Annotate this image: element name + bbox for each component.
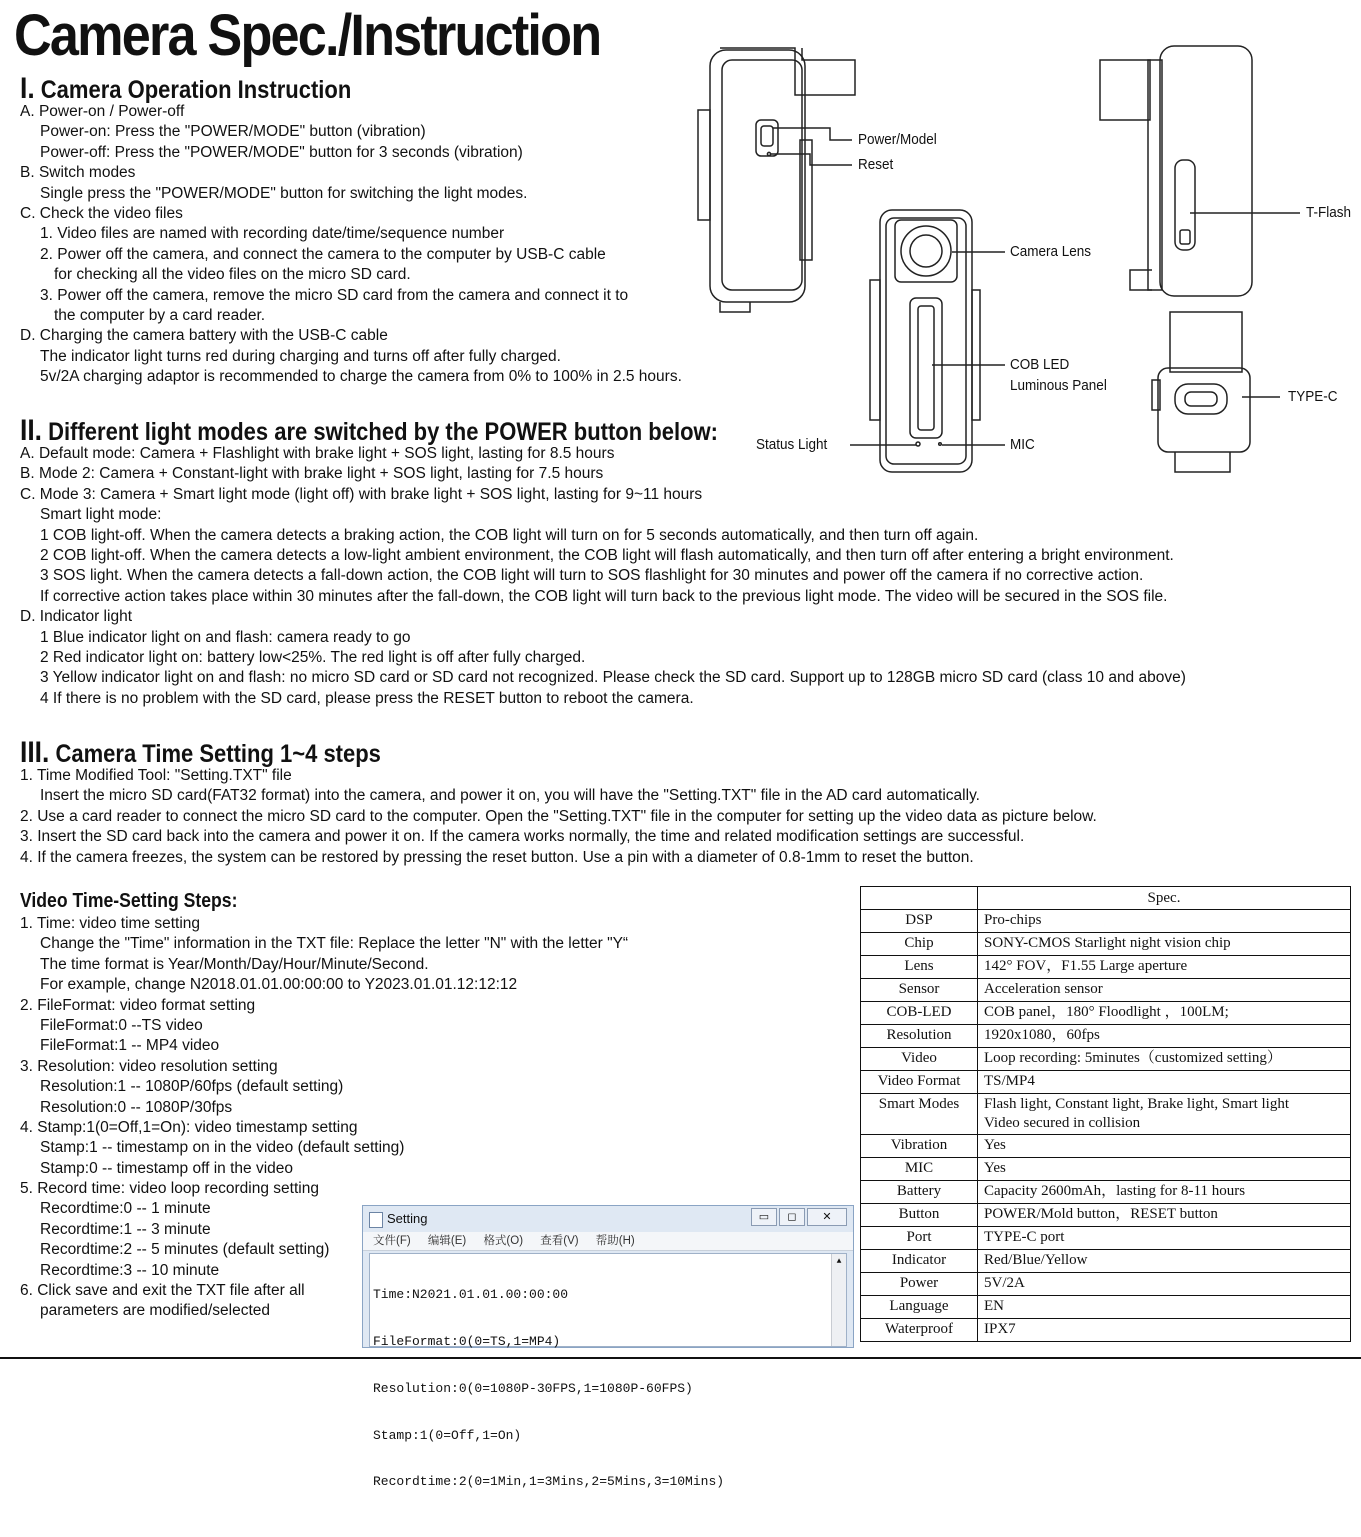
- spec-key: Vibration: [861, 1135, 978, 1158]
- text-line: Recordtime:3 -- 10 minute: [40, 1261, 220, 1279]
- section-1-number: I.: [20, 72, 35, 105]
- text-line: FileFormat:1 -- MP4 video: [40, 1037, 220, 1055]
- section-3-heading: [20, 736, 381, 770]
- text-line: FileFormat:0 --TS video: [40, 1016, 203, 1034]
- text-line: 2. Use a card reader to connect the micro SD card to the computer. Open the "Setting.TXT" file in the computer for setting up the video data as picture below.: [20, 807, 1097, 825]
- table-row: [861, 979, 1351, 1002]
- spec-value: Pro-chips: [978, 910, 1351, 933]
- maximize-button[interactable]: ◻: [779, 1208, 805, 1226]
- spec-key: Language: [861, 1296, 978, 1319]
- callout-luminous-panel: Luminous Panel: [1010, 377, 1107, 394]
- spec-value: TS/MP4: [978, 1071, 1351, 1094]
- spec-value: Yes: [978, 1135, 1351, 1158]
- camera-front-view: [870, 210, 980, 472]
- table-row: [861, 1025, 1351, 1048]
- camera-bottom-view: [1152, 312, 1250, 472]
- spec-key: Lens: [861, 956, 978, 979]
- section-1-heading: [20, 72, 351, 106]
- menu-edit[interactable]: 编辑(E): [427, 1235, 467, 1247]
- text-line: A. Default mode: Camera + Flashlight with brake light + SOS light, lasting for 8.5 hours: [20, 445, 615, 462]
- text-line: Stamp:0 -- timestamp off in the video: [40, 1159, 293, 1177]
- notepad-window: [362, 1205, 854, 1490]
- text-line: Recordtime:2 -- 5 minutes (default setting): [40, 1241, 330, 1259]
- spec-value: IPX7: [978, 1319, 1351, 1342]
- text-line: 1 Blue indicator light on and flash: camera ready to go: [40, 628, 411, 646]
- minimize-button[interactable]: ▭: [751, 1208, 777, 1226]
- section-2-title: Different light modes are switched by the POWER button below:: [48, 418, 718, 446]
- menu-bar: [363, 1232, 853, 1251]
- table-row: [861, 1227, 1351, 1250]
- section-2-number: II.: [20, 414, 43, 447]
- section-3-number: III.: [20, 736, 50, 769]
- text-line: Change the "Time" information in the TXT file: Replace the letter "N" with the letter "Y“: [40, 935, 629, 953]
- spec-key: Battery: [861, 1181, 978, 1204]
- bottom-divider: [0, 1357, 1361, 1359]
- section-1-title: Camera Operation Instruction: [40, 76, 352, 104]
- spec-key: Chip: [861, 933, 978, 956]
- menu-help[interactable]: 帮助(H): [595, 1235, 635, 1247]
- callout-typec: TYPE-C: [1288, 388, 1338, 405]
- window-title: Setting: [387, 1211, 428, 1226]
- text-line: 3. Power off the camera, remove the micro SD card from the camera and connect it to: [40, 286, 629, 304]
- table-row: [861, 1048, 1351, 1071]
- vertical-scrollbar[interactable]: ▲: [831, 1254, 846, 1346]
- text-line: 5. Record time: video loop recording setting: [20, 1180, 319, 1198]
- section-2-heading: [20, 414, 718, 448]
- spec-value: Loop recording: 5minutes（customized setting）: [978, 1048, 1351, 1071]
- spec-key: Smart Modes: [861, 1094, 978, 1135]
- table-row: [861, 1204, 1351, 1227]
- camera-side-view: [698, 48, 855, 312]
- text-line: 1. Video files are named with recording date/time/sequence number: [40, 225, 505, 243]
- table-row: [861, 1319, 1351, 1342]
- text-line: 6. Click save and exit the TXT file after all: [20, 1282, 305, 1300]
- spec-value: Red/Blue/Yellow: [978, 1250, 1351, 1273]
- text-area[interactable]: [369, 1253, 847, 1490]
- text-line: 2 COB light-off. When the camera detects a low-light ambient environment, the COB light will flash automatically, and then turn off after entering a bright environment.: [40, 546, 1174, 564]
- table-row: [861, 1273, 1351, 1296]
- text-line: 3. Insert the SD card back into the camera and power it on. If the camera works normally, the time and related modification settings are successful.: [20, 828, 1025, 846]
- text-line: Resolution:0 -- 1080P/30fps: [40, 1098, 233, 1116]
- table-row: [861, 1158, 1351, 1181]
- spec-value: EN: [978, 1296, 1351, 1319]
- menu-format[interactable]: 格式(O): [483, 1235, 524, 1247]
- window-titlebar: [363, 1206, 853, 1232]
- steps-heading: Video Time-Setting Steps:: [20, 890, 238, 912]
- text-line: 3 SOS light. When the camera detects a fall-down action, the COB light will turn to SOS flashlight for 30 minutes and power off the camera if no corrective action.: [40, 567, 1144, 585]
- spec-table: [860, 886, 1351, 1342]
- table-row: [861, 1250, 1351, 1273]
- section-3-body: [20, 766, 1097, 868]
- text-line: parameters are modified/selected: [40, 1302, 271, 1320]
- section-1-body: [20, 102, 682, 387]
- spec-key: Power: [861, 1273, 978, 1296]
- table-row: [861, 1181, 1351, 1204]
- table-row: [861, 910, 1351, 933]
- spec-value: Capacity 2600mAh，lasting for 8-11 hours: [978, 1181, 1351, 1204]
- text-line: 1. Time Modified Tool: "Setting.TXT" file: [20, 767, 292, 784]
- spec-value: Yes: [978, 1158, 1351, 1181]
- spec-value: POWER/Mold button，RESET button: [978, 1204, 1351, 1227]
- spec-key: Resolution: [861, 1025, 978, 1048]
- spec-key: Button: [861, 1204, 978, 1227]
- spec-value: COB panel，180° Floodlight ，100LM;: [978, 1002, 1351, 1025]
- spec-key: Port: [861, 1227, 978, 1250]
- text-line: B. Mode 2: Camera + Constant-light with brake light + SOS light, lasting for 7.5 hours: [20, 465, 604, 483]
- table-row: [861, 1002, 1351, 1025]
- text-line: Power-off: Press the "POWER/MODE" button for 3 seconds (vibration): [40, 143, 523, 161]
- spec-value-line: Flash light, Constant light, Brake light, Smart light: [984, 1096, 1289, 1112]
- spec-value: [978, 1094, 1351, 1135]
- spec-value: 142° FOV，F1.55 Large aperture: [978, 956, 1351, 979]
- spec-value: TYPE-C port: [978, 1227, 1351, 1250]
- text-line: A. Power-on / Power-off: [20, 103, 185, 120]
- text-line: For example, change N2018.01.01.00:00:00 to Y2023.01.01.12:12:12: [40, 976, 518, 994]
- text-line: D. Charging the camera battery with the USB-C cable: [20, 327, 388, 345]
- text-line: 4. Stamp:1(0=Off,1=On): video timestamp setting: [20, 1118, 358, 1136]
- camera-back-view: [1100, 46, 1252, 296]
- spec-key: DSP: [861, 910, 978, 933]
- text-line: FileFormat:0(0=TS,1=MP4): [373, 1333, 561, 1349]
- text-line: 1. Time: video time setting: [20, 915, 201, 932]
- menu-view[interactable]: 查看(V): [540, 1235, 579, 1247]
- header-empty-cell: [861, 887, 978, 910]
- text-line: 2 Red indicator light on: battery low<25%. The red light is off after fully charged.: [40, 648, 586, 666]
- text-line: Stamp:1(0=Off,1=On): [373, 1427, 522, 1443]
- spec-key: COB-LED: [861, 1002, 978, 1025]
- spec-value: 5V/2A: [978, 1273, 1351, 1296]
- document-icon: [369, 1212, 383, 1228]
- spec-key: MIC: [861, 1158, 978, 1181]
- text-line: Recordtime:1 -- 3 minute: [40, 1220, 211, 1238]
- close-button[interactable]: ✕: [807, 1208, 847, 1226]
- spec-value: SONY-CMOS Starlight night vision chip: [978, 933, 1351, 956]
- text-line: C. Mode 3: Camera + Smart light mode (light off) with brake light + SOS light, lasting for 9~11 hours: [20, 485, 703, 503]
- text-line: The time format is Year/Month/Day/Hour/Minute/Second.: [40, 955, 429, 973]
- callout-tflash: T-Flash: [1306, 204, 1352, 221]
- table-row: [861, 1071, 1351, 1094]
- text-line: 3 Yellow indicator light on and flash: no micro SD card or SD card not recognized. Please check the SD card. Support up to 128GB micro SD card (class 10 and above): [40, 669, 1186, 687]
- callout-status-light: Status Light: [756, 436, 828, 453]
- text-line: 4. If the camera freezes, the system can be restored by pressing the reset button. Use a pin with a diameter of 0.8-1mm to reset the button.: [20, 848, 974, 866]
- table-row: [861, 1094, 1351, 1135]
- text-line: If corrective action takes place within 30 minutes after the fall-down, the COB light will turn back to the previous light mode. The video will be secured in the SOS file.: [40, 587, 1168, 605]
- spec-key: Indicator: [861, 1250, 978, 1273]
- table-row: [861, 956, 1351, 979]
- text-line: Single press the "POWER/MODE" button for switching the light modes.: [40, 184, 528, 202]
- table-row: [861, 933, 1351, 956]
- text-line: C. Check the video files: [20, 204, 183, 222]
- text-line: Time:N2021.01.01.00:00:00: [373, 1287, 569, 1303]
- callout-reset: Reset: [858, 156, 894, 173]
- section-2-body: [20, 444, 1186, 709]
- spec-value-line: Video secured in collision: [984, 1115, 1141, 1131]
- section-3-title: Camera Time Setting 1~4 steps: [55, 740, 381, 768]
- text-line: for checking all the video files on the micro SD card.: [54, 266, 411, 284]
- header-spec: Spec.: [978, 887, 1351, 910]
- text-line: The indicator light turns red during charging and turns off after fully charged.: [40, 347, 561, 365]
- text-line: Resolution:1 -- 1080P/60fps (default setting): [40, 1078, 344, 1096]
- table-row: [861, 1135, 1351, 1158]
- text-line: 2. FileFormat: video format setting: [20, 996, 256, 1014]
- callout-lines: [770, 128, 1300, 445]
- text-line: the computer by a card reader.: [54, 306, 266, 324]
- text-line: Power-on: Press the "POWER/MODE" button (vibration): [40, 123, 426, 141]
- text-line: Insert the micro SD card(FAT32 format) into the camera, and power it on, you will have the "Setting.TXT" file in the AD card automatically.: [40, 787, 980, 805]
- spec-key: Video: [861, 1048, 978, 1071]
- text-line: 4 If there is no problem with the SD card, please press the RESET button to reboot the camera.: [40, 689, 694, 707]
- table-header-row: [861, 887, 1351, 910]
- text-line: 1 COB light-off. When the camera detects a braking action, the COB light will turn on for 5 seconds automatically, and then turn off again.: [40, 526, 979, 544]
- menu-file[interactable]: 文件(F): [373, 1235, 411, 1247]
- text-line: 2. Power off the camera, and connect the camera to the computer by USB-C cable: [40, 245, 606, 263]
- text-line: Stamp:1 -- timestamp on in the video (default setting): [40, 1139, 405, 1157]
- text-line: 3. Resolution: video resolution setting: [20, 1057, 278, 1075]
- text-line: Recordtime:0 -- 1 minute: [40, 1200, 211, 1218]
- page-title: Camera Spec./Instruction: [14, 3, 601, 68]
- callout-power-mode: Power/Model: [858, 131, 937, 148]
- spec-key: Waterproof: [861, 1319, 978, 1342]
- text-line: Smart light mode:: [40, 506, 162, 524]
- spec-value: 1920x1080，60fps: [978, 1025, 1351, 1048]
- callout-mic: MIC: [1010, 436, 1035, 453]
- text-line: D. Indicator light: [20, 608, 132, 626]
- text-line: 5v/2A charging adaptor is recommended to charge the camera from 0% to 100% in 2.5 hours.: [40, 368, 682, 386]
- text-line: Resolution:0(0=1080P-30FPS,1=1080P-60FPS): [373, 1380, 693, 1396]
- callout-camera-lens: Camera Lens: [1010, 243, 1092, 260]
- text-line: B. Switch modes: [20, 164, 136, 182]
- spec-key: Sensor: [861, 979, 978, 1002]
- spec-value: Acceleration sensor: [978, 979, 1351, 1002]
- callout-cob-led: COB LED: [1010, 356, 1070, 373]
- camera-diagram: [690, 40, 1360, 480]
- text-line: Recordtime:2(0=1Min,1=3Mins,2=5Mins,3=10Mins): [373, 1474, 725, 1490]
- spec-key: Video Format: [861, 1071, 978, 1094]
- table-row: [861, 1296, 1351, 1319]
